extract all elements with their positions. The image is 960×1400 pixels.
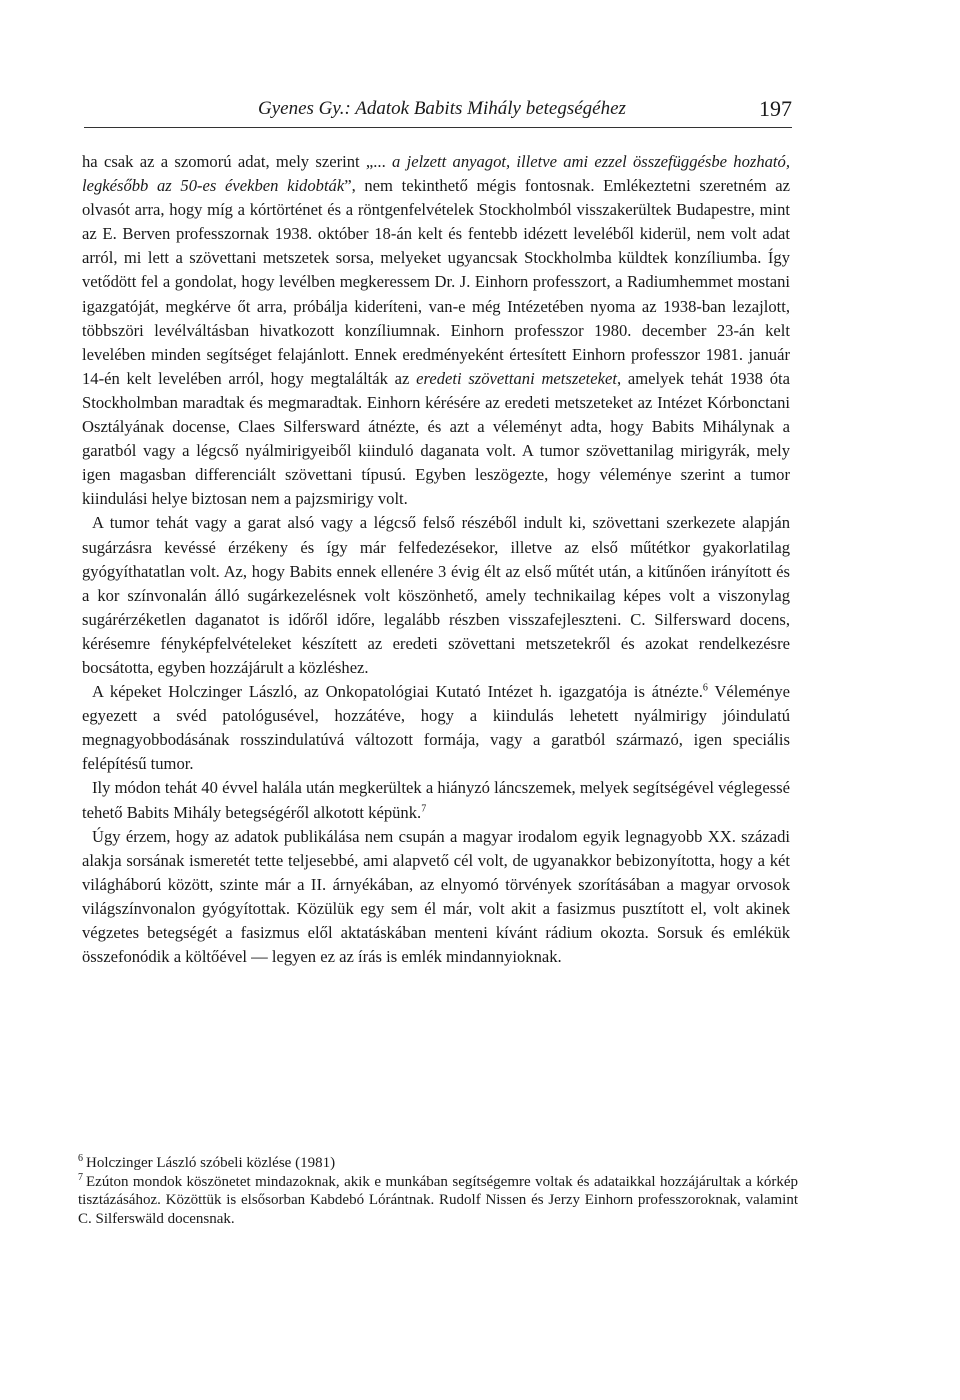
paragraph-2: A tumor tehát vagy a garat alsó vagy a légcső felső részéből indult ki, szövettani szerkezete alapján sugárzásra kevéssé érzékeny és így már felfedezésekor, illetve az első műtétkor gyakorlatilag gyógyíthatatlan volt. Az, hogy Babits ennek ellenére 3 évig élt az első műtét után, a kitűnően irányított és a kor színvonalán álló sugárkezelésnek volt köszönhető, amely technikailag képes volt a viszonylag sugárérzéketlen daganatot is időről időre, legalább részben visszafejleszteni. C. Silfersward docens, kérésemre fényképfelvételeket készített az eredeti szövettani metszetekről és azokat rendelkezésre bocsátotta, egyben hozzájárult a közléshez. — [82, 513, 790, 677]
page-number: 197 — [759, 96, 792, 121]
page-header — [258, 98, 792, 130]
paragraph-3: A képeket Holczinger László, az Onkopatológiai Kutató Intézet h. igazgatója is átnézte.$^6$ Véleménye egyezett a svéd patológusével, hozzátéve, hogy a kiindulás lehetett nyálmirigy jóindulatú megnagyobbodásának rosszindulatúvá változott formája, vagy a garatból származó, igen speciális felépítésű tumor. — [82, 682, 791, 774]
paragraph-4: Ily módon tehát 40 évvel halála után megkerültek a hiányzó láncszemek, melyek segítségével véglegessé tehető Babits Mihály betegségéről alkotott képünk.$^7$ — [82, 778, 790, 822]
article-body — [82, 150, 790, 969]
footnote-ref-6: 6 — [702, 682, 708, 694]
running-title: Gyenes Gy.: Adatok Babits Mihály betegségéhez — [258, 98, 626, 119]
footnote-7: $^7$ Ezúton mondok köszönetet mindazoknak, akik e munkában segítségemre voltak és adataikkal hozzájárultak a kórkép tisztázásához. Közöttük is elsősorban Kabdebó Lórántnak. Rudolf Nissen és Jerzy Einhorn professzoroknak, valamint C. Silferswäld docensnak. — [78, 1171, 798, 1227]
header-rule — [84, 127, 792, 128]
footnotes — [78, 1154, 798, 1228]
footnote-6: $^6$ Holczinger László szóbeli közlése (1981) — [78, 1153, 336, 1171]
paragraph-5: Úgy érzem, hogy az adatok publikálása nem csupán a magyar irodalom egyik legnagyobb XX. századi alakja sorsának ismeretét tette teljesebbé, ami alapvető cél volt, de ugyanakkor bebizonyította, hogy a két világháború között, szinte már a II. árnyékában, az elnyomó törvények szorításában a magyar orvosok világszínvonalon gyógyítottak. Közülük egy sem él már, volt akit a fasizmus pusztított el, volt akinek végzetes betegségét a fasizmus elől aktatáskában menteni kívánt rádium okozta. Sorsuk és emlékük összefonódik a költőével — legyen ez az írás is emlék mindannyioknak. — [82, 826, 790, 967]
emphasized-text: eredeti szövettani metszeteket — [416, 368, 617, 388]
footnote-ref-7: 7 — [421, 803, 427, 814]
quoted-text: a jelzett anyagot, illetve ami ezzel összefüggésbe hozható, legkésőbb az 50-es években kidobták — [82, 152, 790, 196]
paragraph-1: ha csak az a szomorú adat, mely szerint „... a jelzett anyagot, illetve ami ezzel összefüggésbe hozható, legkésőbb az 50-es években kidobták”, nem tekinthető mégis fontosnak. Emlékeztetni szeretném az olvasót arra, hogy míg a kórtörténet és a röntgenfelvételek Stockholmból visszakerültek Budapestre, mint az E. Berven professzornak 1938. október 18-án kelt és fentebb idézett leveléből kiderül, nem volt adat arról, mi lett a szövettani metszetek sorsa, melyeket ugyancsak Stockholmba küldtek konzíliumba. Így vetődött fel a gondolat, hogy levélben megkeressem Dr. J. Einhorn professzort, a Radiumhemmet mostani igazgatóját, megkérve őt arra, próbálja kideríteni, van-e még Intézetében nyoma az 1938-ban lezajlott, többszöri levélváltásban hivatkozott konzíliumnak. Einhorn professzor 1980. december 23-án kelt levelében minden segítséget felajánlott. Ennek eredményeként értesített Einhorn professzor 1981. január 14-én kelt levelében arról, hogy megtalálták az eredeti szövettani metszeteket, amelyek tehát 1938 óta Stockholmban maradtak és megmaradtak. Einhorn kérésére az eredeti metszeteket az Intézet Kórbonctani Osztályának docense, Claes Silfersward átnézte, és azt a véleményt adta, hogy Babits Mihálynak a garatból vagy a légcső nyálmirigyeiből kiinduló daganata volt. A tumor szövettanilag mirigyrák, mely igen magasban differenciált szövettani típusú. Egyben leszögezte, hogy véleménye szerint a tumor kiindulási helye biztosan nem a pajzsmirigy volt. — [82, 152, 790, 509]
